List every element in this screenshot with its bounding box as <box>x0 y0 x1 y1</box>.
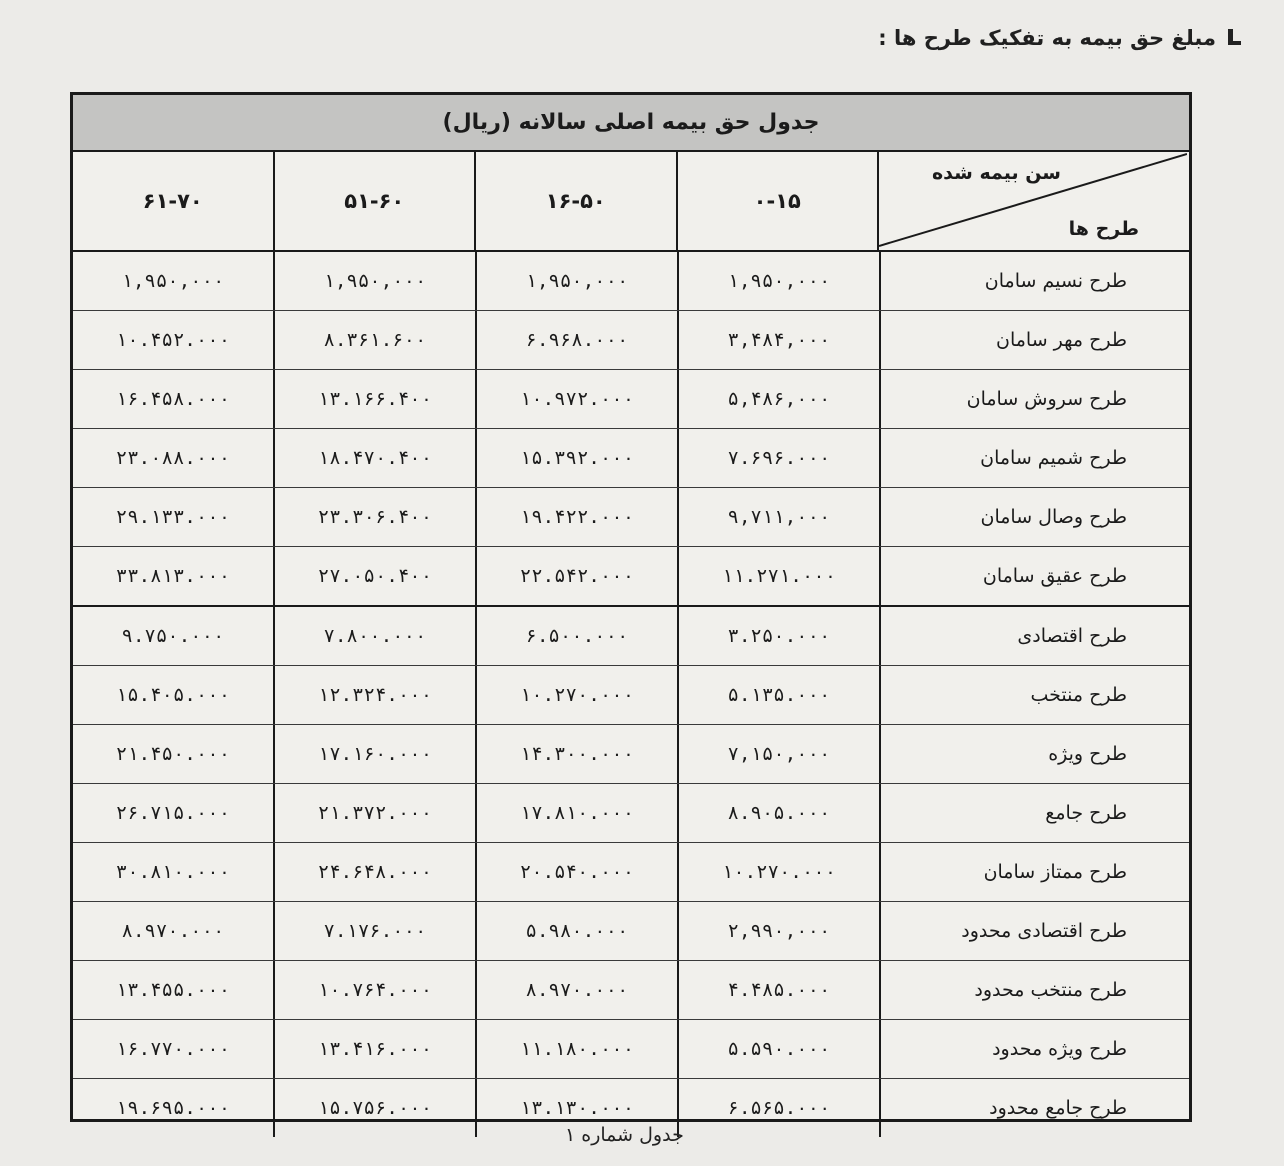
table-row <box>73 607 1189 666</box>
table-row <box>73 488 1189 547</box>
premium-value-cell: ۲۷.۰۵۰.۴۰۰ <box>273 547 475 605</box>
premium-value-cell: ۲۹.۱۳۳.۰۰۰ <box>115 506 231 528</box>
premium-value-cell: ۱۵.۳۹۲.۰۰۰ <box>475 429 677 487</box>
premium-value-cell: ۱۷.۱۶۰.۰۰۰ <box>273 725 475 783</box>
table-row <box>73 1020 1189 1079</box>
premium-value-cell: ۲۲.۵۴۲.۰۰۰ <box>475 547 677 605</box>
premium-value-cell: ۱۶.۴۵۸.۰۰۰ <box>115 388 231 410</box>
plan-name-cell: طرح ویژه محدود <box>879 1020 1189 1078</box>
premium-value-cell: ۸.۹۰۵.۰۰۰ <box>677 784 879 842</box>
corner-plans-label: طرح ها <box>1068 218 1139 240</box>
table-header-row <box>73 152 1189 252</box>
table-caption: جدول شماره ۱ <box>565 1124 684 1146</box>
table-row <box>73 429 1189 488</box>
table-row <box>73 902 1189 961</box>
premium-value-cell: ۵.۱۳۵.۰۰۰ <box>677 666 879 724</box>
premium-value-cell: ۱,۹۵۰,۰۰۰ <box>121 270 225 292</box>
premium-value-cell: ۲۰.۵۴۰.۰۰۰ <box>475 843 677 901</box>
plan-name-cell: طرح ممتاز سامان <box>879 843 1189 901</box>
premium-value-cell: ۸.۳۶۱.۶۰۰ <box>273 311 475 369</box>
premium-value-cell: ۱۱.۱۸۰.۰۰۰ <box>475 1020 677 1078</box>
plan-name-cell: طرح نسیم سامان <box>879 252 1189 310</box>
plan-name-cell: طرح منتخب <box>879 666 1189 724</box>
premium-value-cell: ۱۵.۷۵۶.۰۰۰ <box>273 1079 475 1137</box>
premium-value-cell: ۱۲.۳۲۴.۰۰۰ <box>273 666 475 724</box>
premium-value-cell: ۸.۹۷۰.۰۰۰ <box>121 920 225 942</box>
premium-value-cell: ۱۰.۴۵۲.۰۰۰ <box>115 329 231 351</box>
premium-value-cell: ۳۳.۸۱۳.۰۰۰ <box>115 565 231 587</box>
table-row <box>73 252 1189 311</box>
premium-value-cell: ۲۱.۴۵۰.۰۰۰ <box>115 743 231 765</box>
premium-value-cell: ۱۹.۶۹۵.۰۰۰ <box>115 1097 231 1119</box>
corner-age-label: سن بیمه شده <box>931 162 1061 184</box>
premium-table <box>70 92 1192 1122</box>
premium-value-cell: ۳.۲۵۰.۰۰۰ <box>677 607 879 665</box>
premium-value-cell: ۹,۷۱۱,۰۰۰ <box>677 488 879 546</box>
section-heading-text: مبلغ حق بیمه به تفکیک طرح ها : <box>878 26 1216 50</box>
plan-name-cell: طرح جامع <box>879 784 1189 842</box>
section-heading <box>878 26 1242 50</box>
premium-value-cell: ۷.۶۹۶.۰۰۰ <box>677 429 879 487</box>
premium-value-cell: ۵,۴۸۶,۰۰۰ <box>677 370 879 428</box>
premium-value-cell: ۵.۹۸۰.۰۰۰ <box>475 902 677 960</box>
age-group-header: ۵۱-۶۰ <box>273 152 475 250</box>
premium-value-cell: ۲۴.۶۴۸.۰۰۰ <box>273 843 475 901</box>
table-row <box>73 370 1189 429</box>
premium-value-cell: ۱۳.۴۱۶.۰۰۰ <box>273 1020 475 1078</box>
premium-value-cell: ۱,۹۵۰,۰۰۰ <box>475 252 677 310</box>
premium-value-cell: ۲۱.۳۷۲.۰۰۰ <box>273 784 475 842</box>
plan-name-cell: طرح عقیق سامان <box>879 547 1189 605</box>
age-group-header: ۶۱-۷۰ <box>142 189 203 213</box>
premium-value-cell: ۲۶.۷۱۵.۰۰۰ <box>115 802 231 824</box>
premium-value-cell: ۱۰.۲۷۰.۰۰۰ <box>475 666 677 724</box>
premium-value-cell: ۷,۱۵۰,۰۰۰ <box>677 725 879 783</box>
premium-value-cell: ۲,۹۹۰,۰۰۰ <box>677 902 879 960</box>
premium-value-cell: ۱۰.۹۷۲.۰۰۰ <box>475 370 677 428</box>
premium-value-cell: ۷.۸۰۰.۰۰۰ <box>273 607 475 665</box>
header-corner-cell <box>877 152 1189 250</box>
age-group-header: ۰-۱۵ <box>676 152 878 250</box>
table-row <box>73 843 1189 902</box>
premium-value-cell: ۲۳.۳۰۶.۴۰۰ <box>273 488 475 546</box>
premium-value-cell: ۱,۹۵۰,۰۰۰ <box>677 252 879 310</box>
premium-value-cell: ۱۵.۴۰۵.۰۰۰ <box>115 684 231 706</box>
age-group-header: ۱۶-۵۰ <box>474 152 676 250</box>
table-row <box>73 725 1189 784</box>
plan-name-cell: طرح منتخب محدود <box>879 961 1189 1019</box>
table-row <box>73 784 1189 843</box>
premium-value-cell: ۱۳.۱۶۶.۴۰۰ <box>273 370 475 428</box>
premium-value-cell: ۳۰.۸۱۰.۰۰۰ <box>115 861 231 883</box>
premium-value-cell: ۱,۹۵۰,۰۰۰ <box>273 252 475 310</box>
plan-name-cell: طرح ویژه <box>879 725 1189 783</box>
plan-name-cell: طرح اقتصادی محدود <box>879 902 1189 960</box>
premium-value-cell: ۶.۵۶۵.۰۰۰ <box>677 1079 879 1137</box>
plan-name-cell: طرح شمیم سامان <box>879 429 1189 487</box>
premium-value-cell: ۱۳.۱۳۰.۰۰۰ <box>475 1079 677 1137</box>
premium-value-cell: ۷.۱۷۶.۰۰۰ <box>273 902 475 960</box>
premium-value-cell: ۶.۵۰۰.۰۰۰ <box>475 607 677 665</box>
table-row <box>73 961 1189 1020</box>
plan-name-cell: طرح مهر سامان <box>879 311 1189 369</box>
premium-value-cell: ۲۳.۰۸۸.۰۰۰ <box>115 447 231 469</box>
plan-name-cell: طرح اقتصادی <box>879 607 1189 665</box>
premium-value-cell: ۱۱.۲۷۱.۰۰۰ <box>677 547 879 605</box>
premium-value-cell: ۱۷.۸۱۰.۰۰۰ <box>475 784 677 842</box>
table-row <box>73 311 1189 370</box>
table-row <box>73 547 1189 607</box>
plan-name-cell: طرح سروش سامان <box>879 370 1189 428</box>
table-title: جدول حق بیمه اصلی سالانه (ریال) <box>73 95 1189 152</box>
premium-value-cell: ۱۰.۷۶۴.۰۰۰ <box>273 961 475 1019</box>
plan-name-cell: طرح وصال سامان <box>879 488 1189 546</box>
premium-value-cell: ۶.۹۶۸.۰۰۰ <box>475 311 677 369</box>
bullet-icon <box>1226 29 1242 47</box>
plan-name-cell: طرح جامع محدود <box>879 1079 1189 1137</box>
premium-value-cell: ۴.۴۸۵.۰۰۰ <box>677 961 879 1019</box>
premium-value-cell: ۱۰.۲۷۰.۰۰۰ <box>677 843 879 901</box>
premium-value-cell: ۸.۹۷۰.۰۰۰ <box>475 961 677 1019</box>
premium-value-cell: ۱۳.۴۵۵.۰۰۰ <box>115 979 231 1001</box>
premium-value-cell: ۱۶.۷۷۰.۰۰۰ <box>115 1038 231 1060</box>
premium-value-cell: ۱۴.۳۰۰.۰۰۰ <box>475 725 677 783</box>
premium-value-cell: ۳,۴۸۴,۰۰۰ <box>677 311 879 369</box>
premium-value-cell: ۱۸.۴۷۰.۴۰۰ <box>273 429 475 487</box>
premium-value-cell: ۵.۵۹۰.۰۰۰ <box>677 1020 879 1078</box>
table-body <box>73 252 1189 1137</box>
premium-value-cell: ۱۹.۴۲۲.۰۰۰ <box>475 488 677 546</box>
table-row <box>73 666 1189 725</box>
premium-value-cell: ۹.۷۵۰.۰۰۰ <box>121 625 225 647</box>
